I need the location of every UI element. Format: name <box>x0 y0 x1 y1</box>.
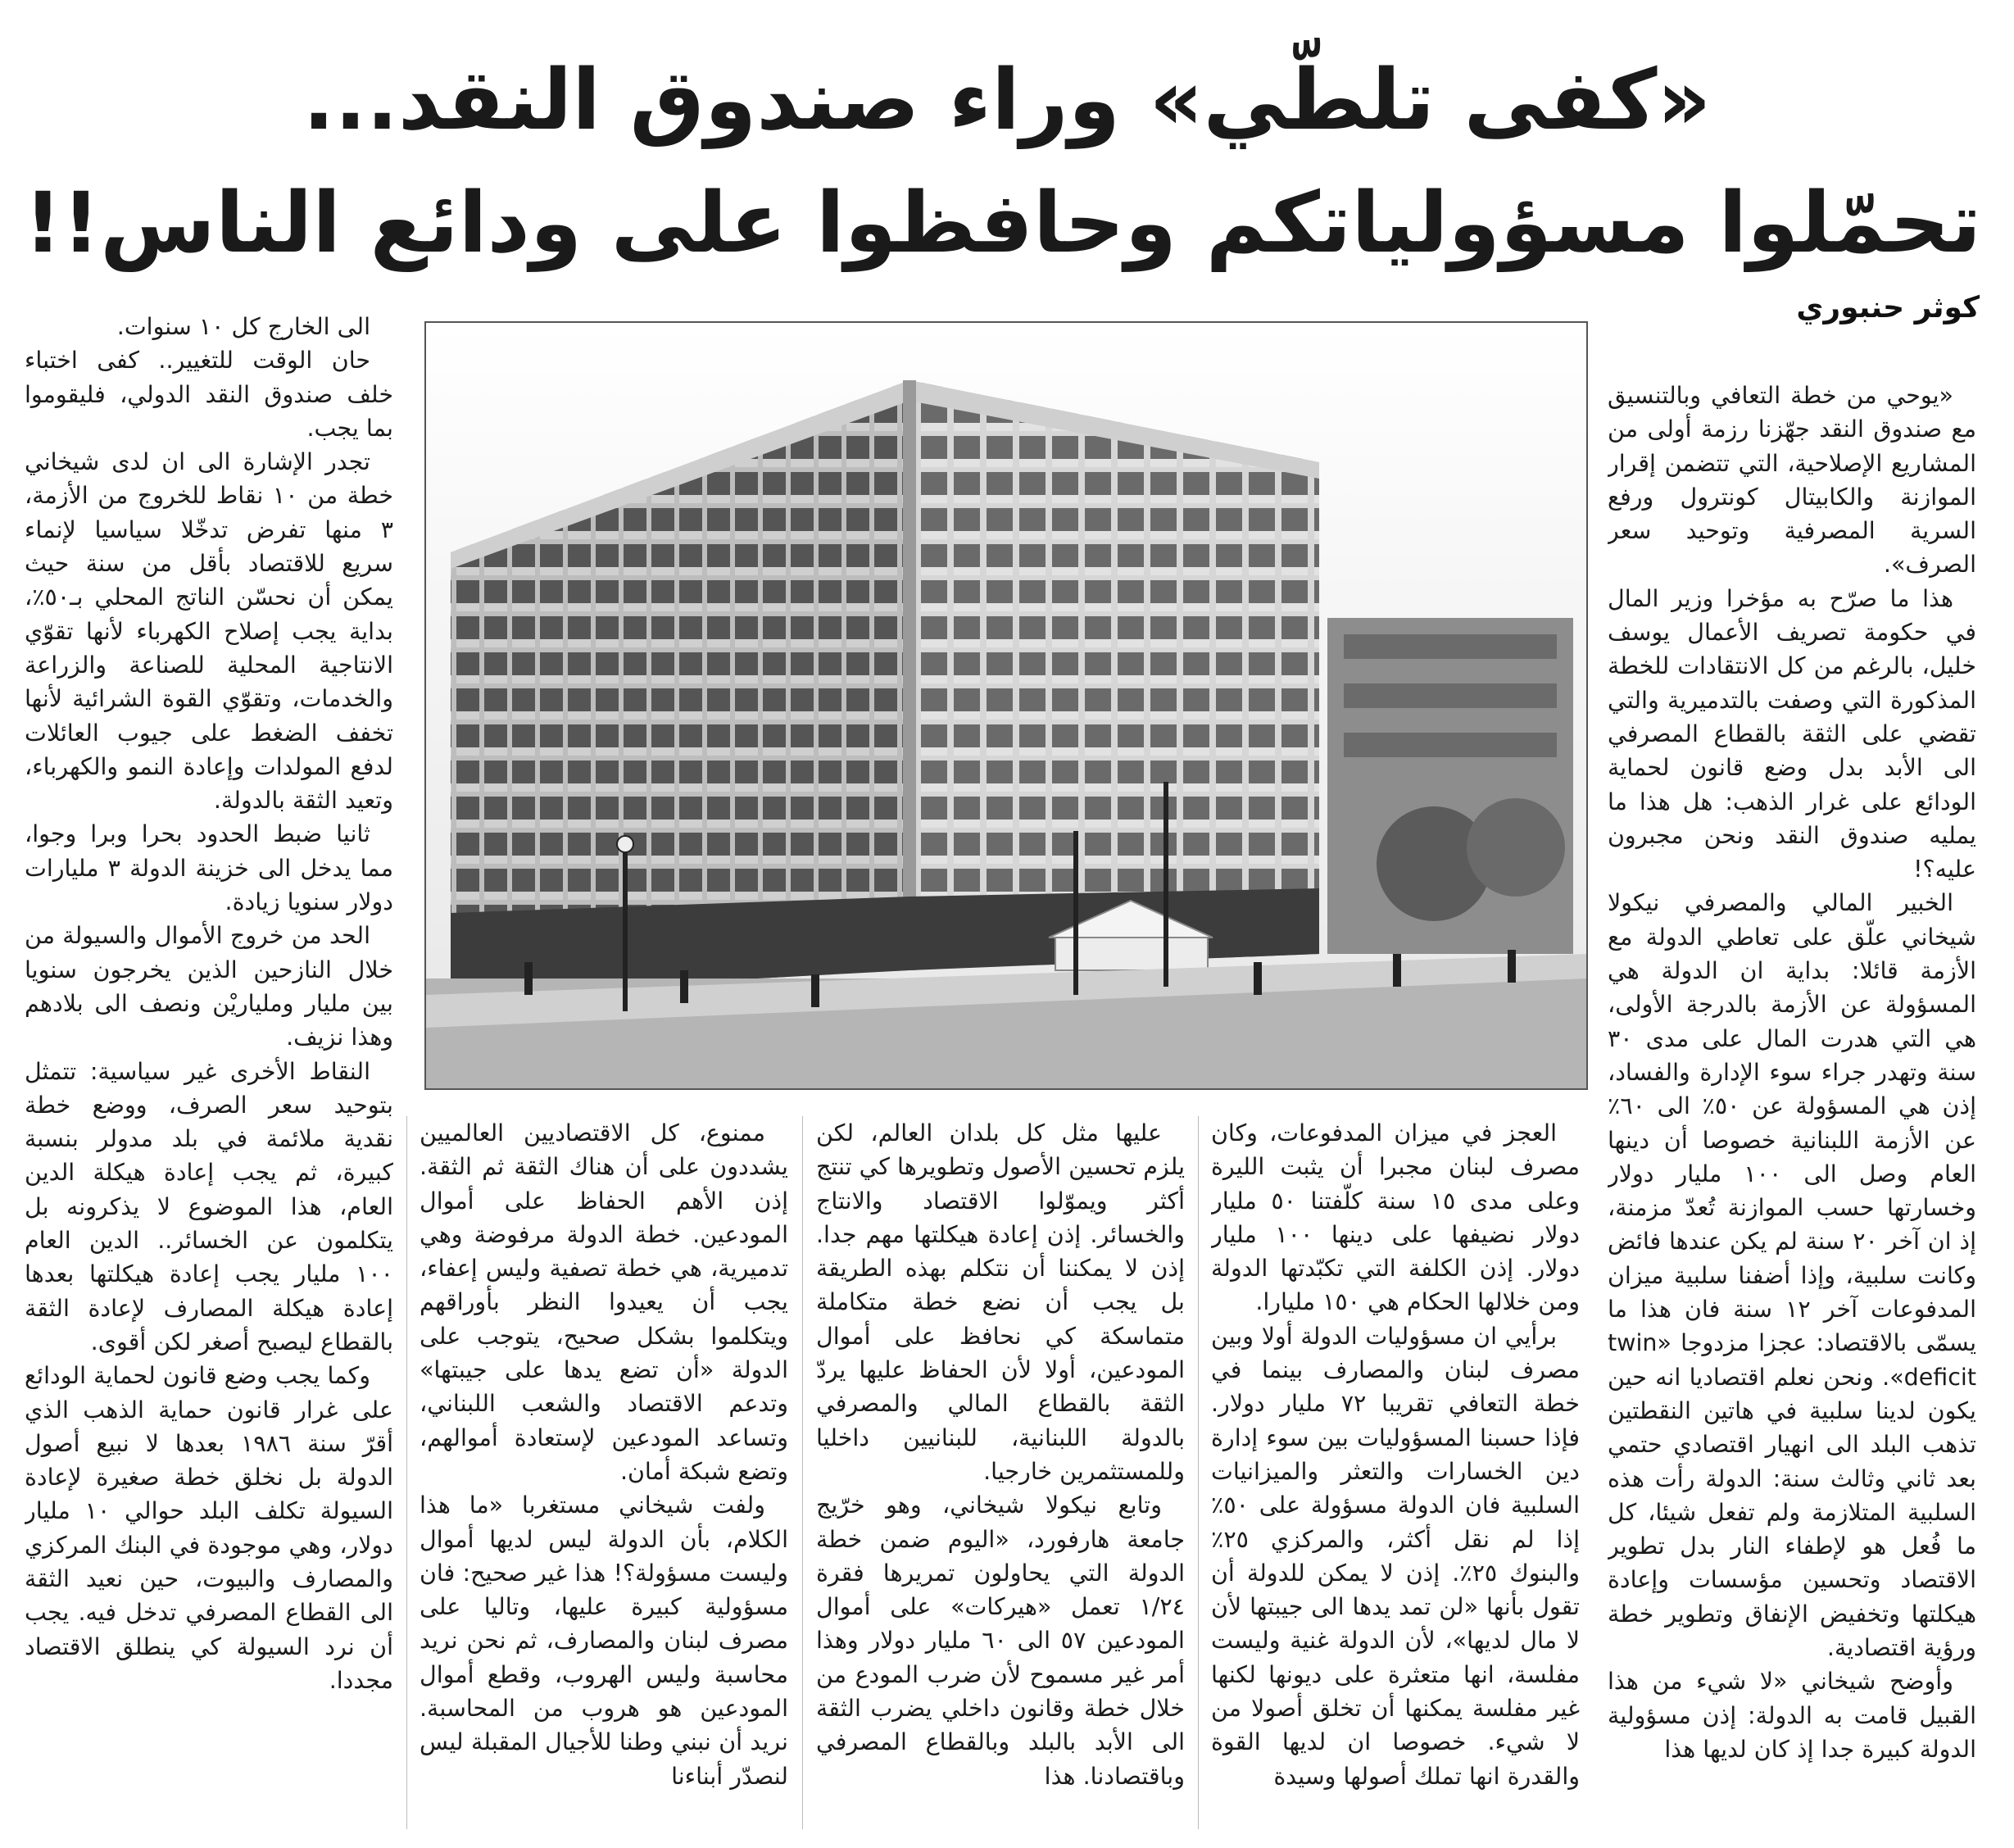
headline-line-1: «كفى تلطّي» وراء صندوق النقد... <box>302 52 1712 149</box>
paragraph: ولفت شيخاني مستغربا «ما هذا الكلام، بأن الدولة ليس لديها أموال وليست مسؤولة؟! هذا غير صحيح: فان مسؤولية كبيرة عليها، وتاليا على مصرف لبنان والمصارف، ثم نحن نريد محاسبة وليس الهروب، وقطع أموال المودعين هو هروب من المحاسبة. نريد أن نبني وطنا للأجيال المقبلة ليس لنصدّر أبناءنا <box>420 1492 788 1790</box>
article-column-2 <box>1211 1116 1580 1829</box>
article-column-4 <box>420 1116 788 1829</box>
paragraph: الحد من خروج الأموال والسيولة من خلال النازحين الذين يخرجون سنويا بين مليار وملياريْن ونصف الى بلادهم وهذا نزيف. <box>25 922 393 1051</box>
paragraph: الى الخارج كل ١٠ سنوات. <box>116 313 370 340</box>
paragraph: الخبير المالي والمصرفي نيكولا شيخاني علّق على تعاطي الدولة مع الأزمة قائلا: بداية ان الدولة هي المسؤولة عن الأزمة بالدرجة الأولى، هي التي هدرت المال على مدى ٣٠ سنة وتهدر جراء سوء الإدارة والفساد، إذن هي المسؤولة عن ٥٠٪ الى ٦٠٪ عن الأزمة اللبنانية خصوصا أن دينها العام وصل الى ١٠٠ مليار دولار وخسارتها حسب الموازنة تُعدّ مزمنة، إذ ان آخر ٢٠ سنة لم يكن عندها فائض وكانت سلبية، وإذا أضفنا سلبية ميزان المدفوعات آخر ١٢ سنة فان هذا ما يسمّى بالاقتصاد: عجزا مزدوجا «twin deficit». ونحن نعلم اقتصاديا انه حين يكون لدينا سلبية في هاتين النقطتين تذهب البلد الى انهيار اقتصادي حتمي بعد ثاني وثالث سنة: الدولة رأت هذه السلبية المتلازمة ولم تفعل شيئا، كل ما فُعل هو لإطفاء النار بدل تطوير الاقتصاد وتحسين مؤسسات وإعادة هيكلتها وتخفيض الإنفاق وتطوير خطة ورؤية اقتصادية. <box>1608 889 1976 1661</box>
paragraph: العجز في ميزان المدفوعات، وكان مصرف لبنان مجبرا أن يثبت الليرة وعلى مدى ١٥ سنة كلّفتنا ٥٠ مليار دولار نضيفها على دينها ١٠٠ مليار دولار. إذن الكلفة التي تكبّدتها الدولة ومن خلالها الحكام هي ١٥٠ مليارا. <box>1211 1119 1580 1316</box>
paragraph: وأوضح شيخاني «لا شيء من هذا القبيل قامت به الدولة: إذن مسؤولية الدولة كبيرة جدا إذ كان لديها هذا <box>1608 1668 1976 1763</box>
paragraph: تجدر الإشارة الى ان لدى شيخاني خطة من ١٠ نقاط للخروج من الأزمة، ٣ منها تفرض تدخّلا سياسيا لإنماء سريع للاقتصاد بأقل من سنة حيث يمكن أن نحسّن الناتج المحلي بـ٥٠٪، بداية يجب إصلاح الكهرباء لأنها تقوّي الانتاجية المحلية للصناعة والزراعة والخدمات، وتقوّي القوة الشرائية لأنها تخفف الضغط على جيوب العائلات لدفع المولدات وإعادة النمو والكهرباء، وتعيد الثقة بالدولة. <box>25 448 393 815</box>
paragraph: برأيي ان مسؤوليات الدولة أولا وبين مصرف لبنان والمصارف بينما في خطة التعافي تقريبا ٧٢ مليار دولار. فإذا حسبنا المسؤوليات بين سوء إدارة دين الخسارات والتعثر والميزانيات السلبية فان الدولة مسؤولة على ٥٠٪ إذا لم نقل أكثر، والمركزي ٢٥٪ والبنوك ٢٥٪. إذن لا يمكن للدولة أن تقول بأنها «لن تمد يدها الى جيبتها لأن لا مال لديها»، لأن الدولة غنية وليست مفلسة، انها متعثرة على ديونها لكنها غير مفلسة يمكنها أن تخلق أصولا من لا شيء. خصوصا ان لديها القوة والقدرة انها تملك أصولها وسيدة <box>1211 1322 1580 1790</box>
article-column-5 <box>25 310 393 1829</box>
column-divider <box>802 1116 803 1829</box>
paragraph: وكما يجب وضع قانون لحماية الودائع على غرار قانون حماية الذهب الذي أقرّ سنة ١٩٨٦ بعدها لا نبيع أصول الدولة بل نخلق خطة صغيرة لإعادة السيولة تكلف البلد حوالي ١٠ مليار دولار، وهي موجودة في البنك المركزي والمصارف والبيوت، حين نعيد الثقة الى القطاع المصرفي تدخل فيه. يجب أن نرد السيولة كي ينطلق الاقتصاد مجددا. <box>25 1362 393 1694</box>
imf-building-icon <box>426 323 1586 1088</box>
paragraph: عليها مثل كل بلدان العالم، لكن يلزم تحسين الأصول وتطويرها كي تنتج أكثر ويموّلوا الاقتصاد والانتاج والخسائر. إذن إعادة هيكلتها مهم جدا. إذن لا يمكننا أن نتكلم بهذه الطريقة بل يجب أن نضع خطة متكاملة متماسكة كي نحافظ على أموال المودعين، أولا لأن الحفاظ عليها يردّ الثقة بالقطاع المالي والمصرفي بالدولة اللبنانية، للبنانيين داخليا وللمستثمرين خارجيا. <box>816 1119 1185 1485</box>
headline-line-2: تحمّلوا مسؤولياتكم وحافظوا على ودائع الناس!! <box>24 175 1981 272</box>
article-photo <box>424 321 1588 1090</box>
paragraph: النقاط الأخرى غير سياسية: تتمثل بتوحيد سعر الصرف، ووضع خطة نقدية ملائمة في بلد مدولر بنسبة كبيرة، ثم يجب إعادة هيكلة الدين العام، هذا الموضوع لا يذكرونه بل يتكلمون عن الخسائر.. الدين العام ١٠٠ مليار يجب إعادة هيكلتها بعدها إعادة هيكلة المصارف لإعادة الثقة بالقطاع ليصبح أصغر لكن أقوى. <box>25 1057 393 1355</box>
paragraph: ثانيا ضبط الحدود بحرا وبرا وجوا، مما يدخل الى خزينة الدولة ٣ مليارات دولار سنويا زيادة. <box>25 820 393 916</box>
column-divider <box>406 1116 407 1829</box>
author-byline: كوثر حنبوري <box>1796 291 1980 325</box>
paragraph: هذا ما صرّح به مؤخرا وزير المال في حكومة تصريف الأعمال يوسف خليل، بالرغم من كل الانتقادات للخطة المذكورة التي وصفت بالتدميرية والتي تقضي على الثقة بالقطاع المصرفي الى الأبد بدل وضع قانون لحماية الودائع على غرار الذهب: هل هذا ما يمليه صندوق النقد ونحن مجبرون عليه؟! <box>1608 584 1976 883</box>
paragraph: حان الوقت للتغيير.. كفى اختباء خلف صندوق النقد الدولي، فليقوموا بما يجب. <box>25 347 393 442</box>
column-divider <box>1198 1116 1199 1829</box>
paragraph: ممنوع، كل الاقتصاديين العالميين يشددون على أن هناك الثقة ثم الثقة. إذن الأهم الحفاظ على أموال المودعين. خطة الدولة مرفوضة وهي تدميرية، هي خطة تصفية وليس إعفاء، يجب أن يعيدوا النظر بأوراقهم ويتكلموا بشكل صحيح، يتوجب على الدولة «أن تضع يدها على جيبتها» وتدعم الاقتصاد والشعب اللبناني، وتساعد المودعين لإستعادة أموالهم، وتضع شبكة أمان. <box>420 1119 788 1485</box>
article-column-3 <box>816 1116 1185 1829</box>
article-column-1 <box>1608 379 1976 1829</box>
paragraph: «يوحي من خطة التعافي وبالتنسيق مع صندوق النقد جهّزنا رزمة أولى من المشاريع الإصلاحية، التي تتضمن إقرار الموازنة والكابيتال كونترول ورفع السرية المصرفية وتوحيد سعر الصرف». <box>1608 382 1976 579</box>
paragraph: وتابع نيكولا شيخاني، وهو خرّيج جامعة هارفورد، «اليوم ضمن خطة الدولة التي يحاولون تمريرها فقرة ١/٢٤ تعمل «هيركات» على أموال المودعين ٥٧ الى ٦٠ مليار دولار وهذا أمر غير مسموح لأن ضرب المودع من خلال خطة وقانون داخلي يضرب الثقة الى الأبد بالبلد وبالقطاع المصرفي وباقتصادنا. هذا <box>816 1492 1185 1790</box>
